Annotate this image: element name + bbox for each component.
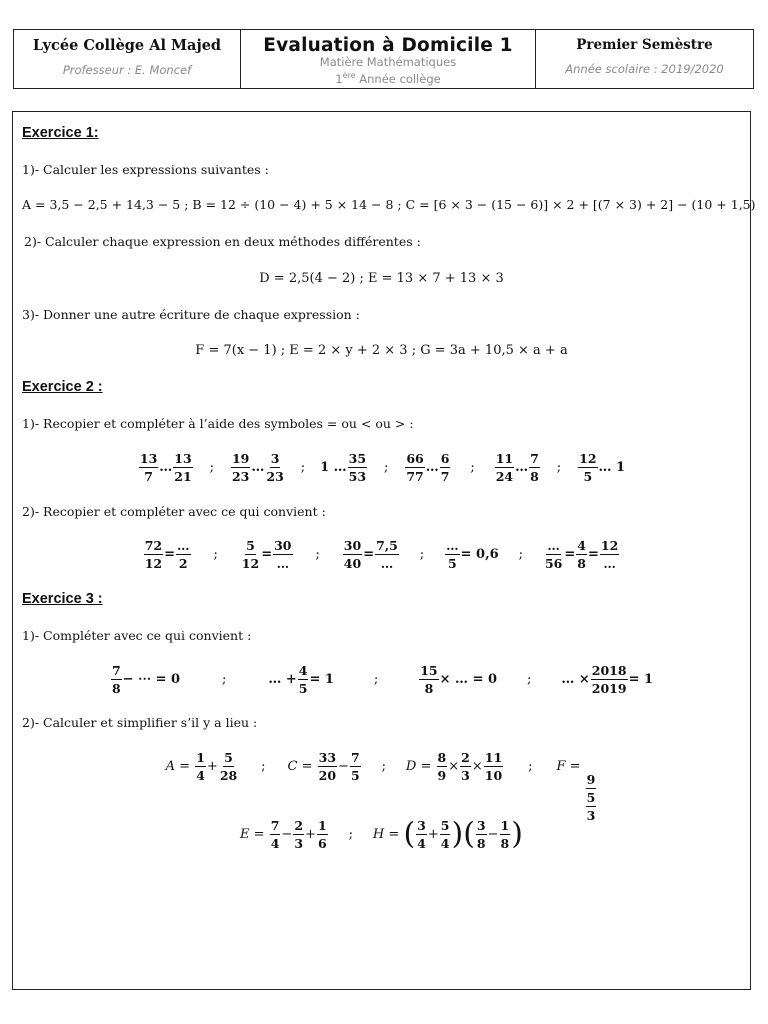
ex1-question-3: 3)- Donner une autre écriture de chaque expression : (22, 307, 360, 322)
document-title: Evaluation à Domicile 1 (263, 35, 513, 56)
class-level: 1ère Année collège (335, 71, 441, 86)
exercise-3-title: Exercice 3 : (22, 591, 103, 607)
ex1-q1-expressions: A = 3,5 − 2,5 + 14,3 − 5 ; B = 12 ÷ (10 − 4) + 5 × 14 − 8 ; C = [6 × 3 − (15 − 6)] × 2 + [(7 × 3) + 2] − (10 + 1,5) (22, 197, 756, 212)
ex2-q1-comparisons: $\frac{13}{7}$ … $\frac{13}{21}$ ; $\frac{19}{23}$ … $\frac{3}{23}$ ; 1 … $\frac{35}{53}$ ; $\frac{66}{77}$ … $\frac{6}{7}$ ; $\frac{11}{24}$ … $\frac{7}{8}$ ; $\frac{12}{5}$ … 1 (139, 451, 626, 484)
exercise-2-title: Exercice 2 : (22, 379, 103, 395)
ex3-question-1: 1)- Compléter avec ce qui convient : (22, 628, 252, 643)
ex2-q2-completions: $\frac{72}{12}$ = $\frac{\dots}{2}$ ; $\frac{5}{12}$ = $\frac{30}{\dots}$ ; $\frac{30}{40}$ = $\frac{7,5}{\dots}$ ; $\frac{\dots}{5}$ = 0,6 ; $\frac{\dots}{56}$ = $\frac{4}{8}$ = $\frac{12}{\dots}$ (144, 538, 619, 571)
header-semester-cell (536, 30, 753, 88)
professor-name: Professeur : E. Moncef (62, 63, 192, 77)
school-name: Lycée Collège Al Majed (32, 37, 222, 54)
ex1-question-1: 1)- Calculer les expressions suivantes : (22, 162, 269, 177)
header-school-cell (14, 30, 241, 88)
school-year: Année scolaire : 2019/2020 (565, 62, 724, 76)
subject: Matière Mathématiques (319, 55, 457, 69)
ex1-q3-expressions: F = 7(x − 1) ; E = 2 × y + 2 × 3 ; G = 3a + 10,5 × a + a (195, 343, 568, 358)
ex3-q1-completions: $\frac{7}{8}$ − ⋯ = 0 ; … + $\frac{4}{5}$ = 1 ; $\frac{15}{8}$ × … = 0 ; … × $\frac{2018}{2019}$ = 1 (111, 663, 654, 696)
ex1-q2-expressions: D = 2,5(4 − 2) ; E = 13 × 7 + 13 × 3 (259, 271, 504, 286)
exercise-1-title: Exercice 1: (22, 125, 99, 141)
ex2-question-2: 2)- Recopier et compléter avec ce qui convient : (22, 504, 326, 519)
ex2-question-1: 1)- Recopier et compléter à l’aide des symboles = ou < ou > : (22, 416, 414, 431)
header-table (13, 29, 754, 89)
ex1-question-2: 2)- Calculer chaque expression en deux méthodes différentes : (24, 234, 421, 249)
ex3-q2-expressions-row1: A = $\frac{1}{4}$ + $\frac{5}{28}$ ; C = $\frac{33}{20}$ − $\frac{7}{5}$ ; D = $\frac{8}{9}$ × $\frac{2}{3}$ × $\frac{11}{10}$ ; F = 9 5 3 (165, 750, 596, 823)
header-title-cell (241, 30, 536, 88)
semester: Premier Semèstre (576, 37, 713, 53)
ex3-q2-expressions-row2: E = $\frac{7}{4}$ − $\frac{2}{3}$ + $\frac{1}{6}$ ; H = ( $\frac{3}{4}$ + $\frac{5}{4}$ )( $\frac{3}{8}$ − $\frac{1}{8}$ ) (240, 816, 523, 852)
ex3-question-2: 2)- Calculer et simplifier s’il y a lieu : (22, 715, 258, 730)
